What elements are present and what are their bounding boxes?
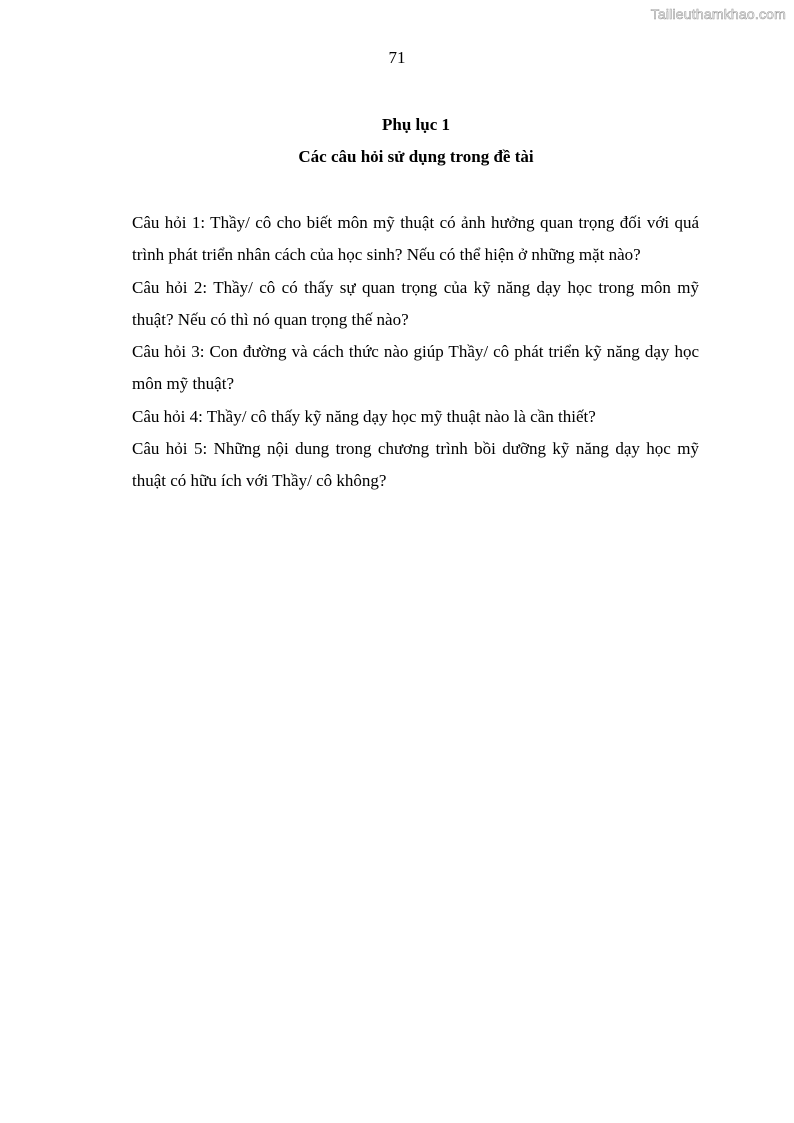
question-3: Câu hỏi 3: Con đường và cách thức nào giúp Thầy/ cô phát triển kỹ năng dạy học môn mỹ thuật? — [132, 342, 699, 394]
appendix-title: Phụ lục 1 — [381, 115, 451, 134]
question-1: Câu hỏi 1: Thầy/ cô cho biết môn mỹ thuật có ảnh hưởng quan trọng đối với quá trình phát triển nhân cách của học sinh? Nếu có thể hiện ở những mặt nào? — [132, 213, 699, 265]
question-list — [132, 207, 699, 498]
page-number: 71 — [388, 48, 406, 67]
question-5: Câu hỏi 5: Những nội dung trong chương trình bồi dưỡng kỹ năng dạy học mỹ thuật có hữu ích với Thầy/ cô không? — [132, 439, 699, 491]
question-2: Câu hỏi 2: Thầy/ cô có thấy sự quan trọng của kỹ năng dạy học trong môn mỹ thuật? Nếu có thì nó quan trọng thế nào? — [132, 277, 699, 329]
watermark: Tailieuthamkhao.com — [650, 6, 786, 22]
question-4: Câu hỏi 4: Thầy/ cô thấy kỹ năng dạy học mỹ thuật nào là cần thiết? — [132, 406, 596, 426]
appendix-subtitle: Các câu hỏi sử dụng trong đề tài — [298, 147, 534, 166]
